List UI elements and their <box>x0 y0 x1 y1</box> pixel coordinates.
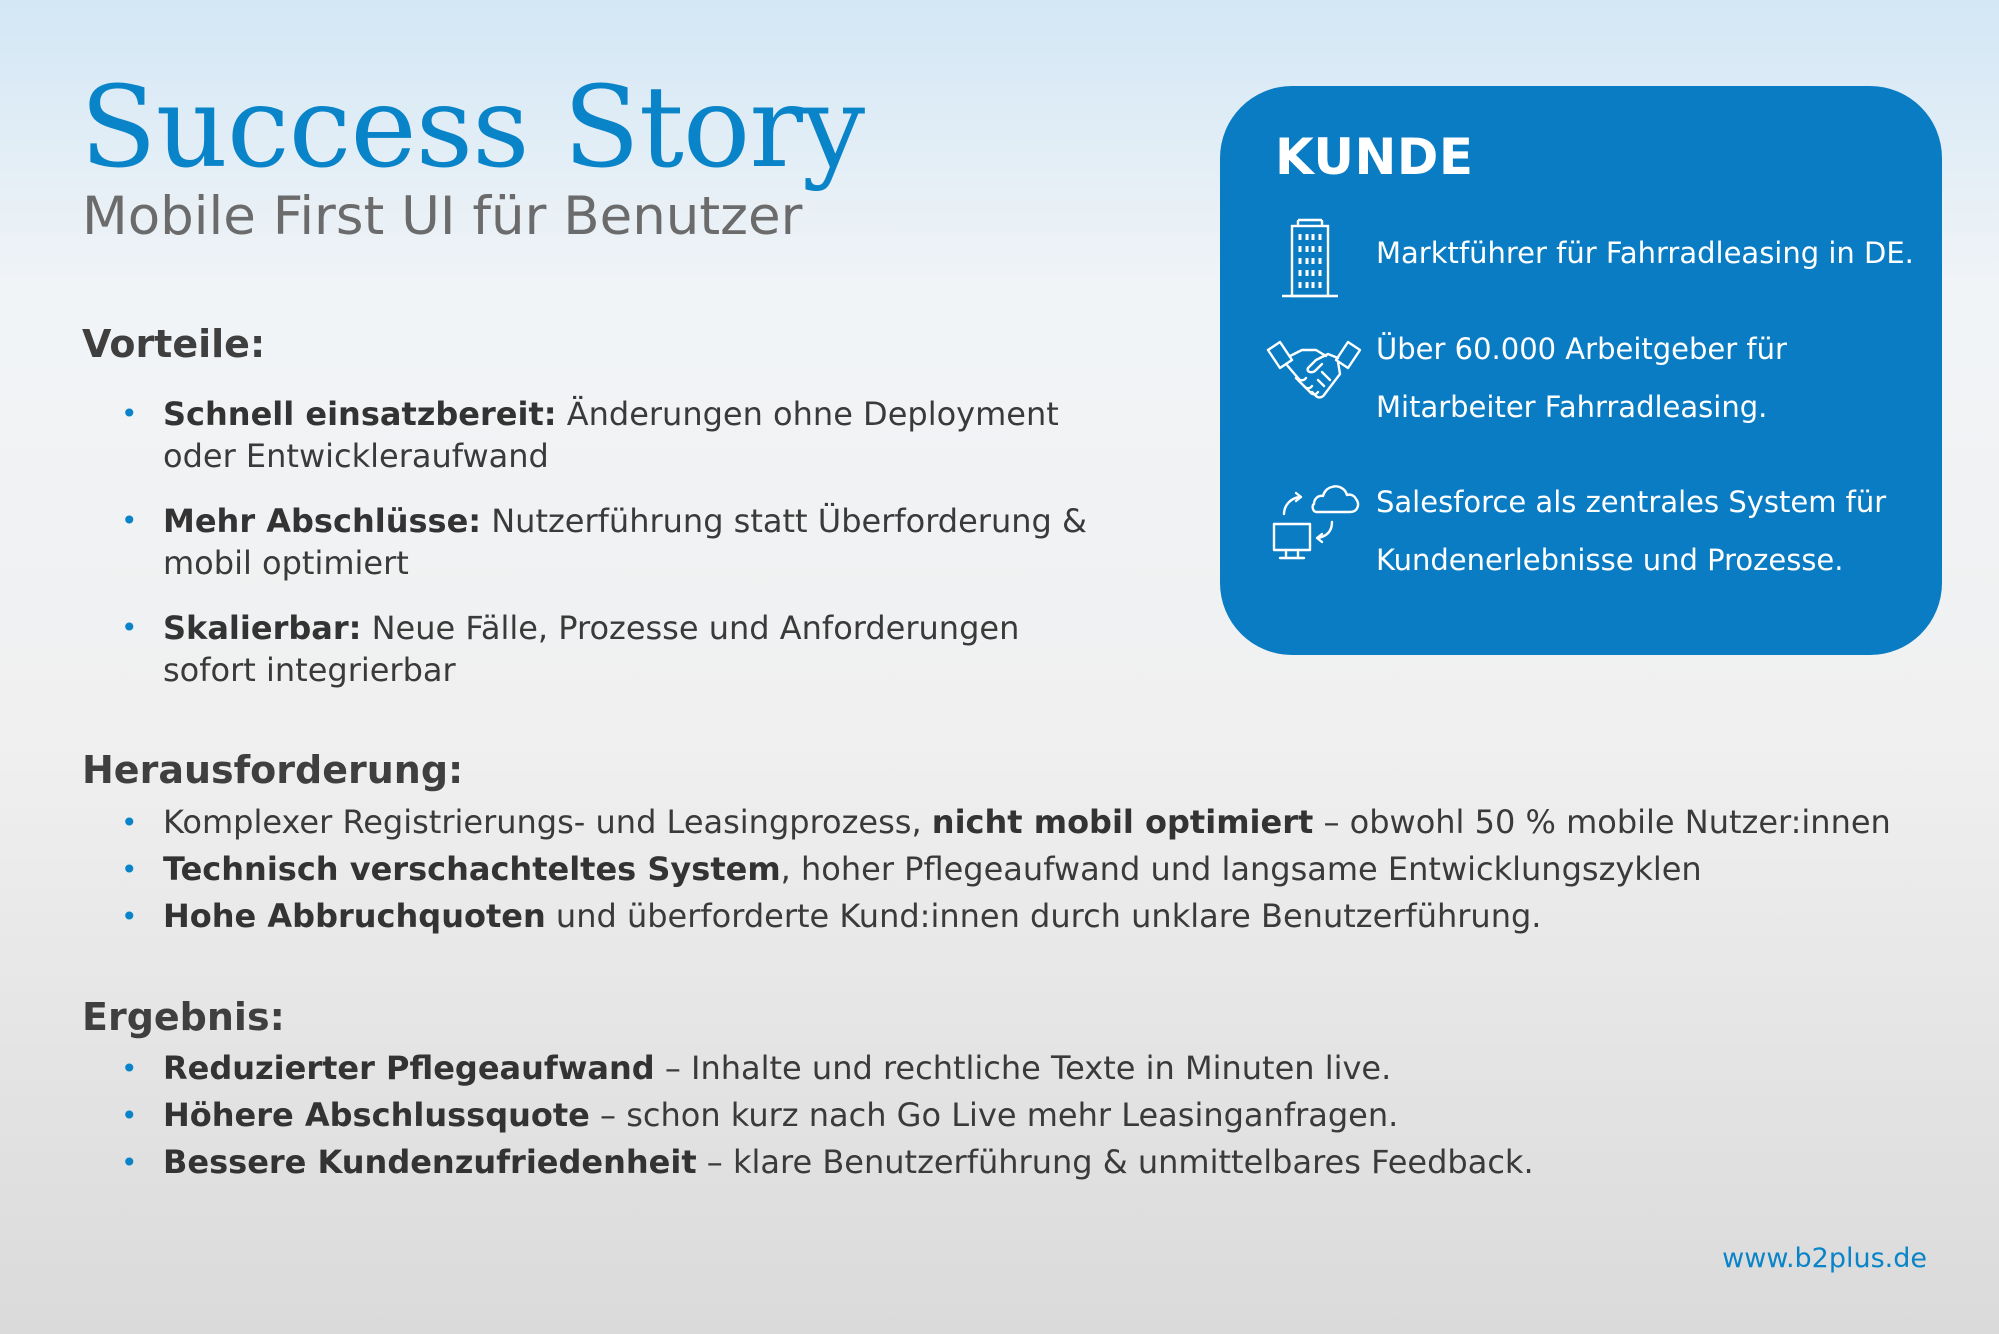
item-text: Neue Fälle, Prozesse und Anforderungen sofort integrierbar <box>163 609 1020 689</box>
item-text: Komplexer Registrierungs- und Leasingprozess, <box>163 803 932 841</box>
item-bold-label: Skalierbar: <box>163 609 362 647</box>
item-bold-label: Hohe Abbruchquoten <box>163 897 546 935</box>
item-bold-label: Mehr Abschlüsse: <box>163 502 482 540</box>
website-link[interactable]: www.b2plus.de <box>1722 1243 1927 1274</box>
item-bold-label: nicht mobil optimiert <box>931 803 1314 841</box>
bullet-icon: • <box>121 806 138 839</box>
bullet-icon: • <box>121 1052 138 1085</box>
bullet-icon: • <box>121 611 138 644</box>
vorteile-list <box>0 393 1103 714</box>
item-bold-label: Technisch verschachteltes System <box>163 850 781 888</box>
page-title: Success Story <box>80 63 865 193</box>
list-item <box>0 846 1891 893</box>
item-text: Änderungen ohne Deployment oder Entwickleraufwand <box>163 395 1059 475</box>
page-subtitle: Mobile First UI für Benutzer <box>82 186 803 247</box>
bullet-icon: • <box>121 397 138 430</box>
list-item <box>0 393 1103 477</box>
list-item <box>0 1139 1534 1186</box>
item-bold-label: Bessere Kundenzufriedenheit <box>163 1143 697 1181</box>
list-item <box>0 607 1103 691</box>
building-icon <box>1280 216 1340 304</box>
item-bold-label: Schnell einsatzbereit: <box>163 395 557 433</box>
kunde-item-text: Marktführer für Fahrradleasing in DE. <box>1376 236 1914 270</box>
list-item <box>0 500 1103 584</box>
ergebnis-list <box>0 1045 1534 1186</box>
item-bold-label: Höhere Abschlussquote <box>163 1096 590 1134</box>
item-text: – schon kurz nach Go Live mehr Leasinganfragen. <box>589 1096 1399 1134</box>
list-item <box>0 893 1891 940</box>
bullet-icon: • <box>121 1099 138 1132</box>
item-text: und überforderte Kund:innen durch unklare Benutzerführung. <box>545 897 1542 935</box>
herausforderung-heading: Herausforderung: <box>82 748 464 792</box>
bullet-icon: • <box>121 1146 138 1179</box>
handshake-icon <box>1266 334 1362 404</box>
kunde-item-text: Salesforce als zentrales System für Kundenerlebnisse und Prozesse. <box>1376 485 1887 577</box>
bullet-icon: • <box>121 900 138 933</box>
kunde-item-text: Über 60.000 Arbeitgeber für Mitarbeiter Fahrradleasing. <box>1376 332 1787 424</box>
ergebnis-heading: Ergebnis: <box>82 995 285 1039</box>
herausforderung-list <box>0 799 1891 940</box>
list-item <box>0 1092 1534 1139</box>
list-item <box>0 1045 1534 1092</box>
kunde-title: KUNDE <box>1275 128 1474 186</box>
item-text: – klare Benutzerführung & unmittelbares Feedback. <box>696 1143 1534 1181</box>
item-text: Nutzerführung statt Überforderung & mobil optimiert <box>163 502 1087 582</box>
bullet-icon: • <box>121 504 138 537</box>
item-bold-label: Reduzierter Pflegeaufwand <box>163 1049 655 1087</box>
vorteile-heading: Vorteile: <box>82 322 266 366</box>
kunde-card <box>1220 86 1942 655</box>
item-text: – Inhalte und rechtliche Texte in Minuten live. <box>654 1049 1392 1087</box>
cloud-sync-icon <box>1272 484 1362 572</box>
list-item <box>0 799 1891 846</box>
item-text: – obwohl 50 % mobile Nutzer:innen <box>1313 803 1891 841</box>
bullet-icon: • <box>121 853 138 886</box>
item-text: , hoher Pflegeaufwand und langsame Entwicklungszyklen <box>780 850 1702 888</box>
